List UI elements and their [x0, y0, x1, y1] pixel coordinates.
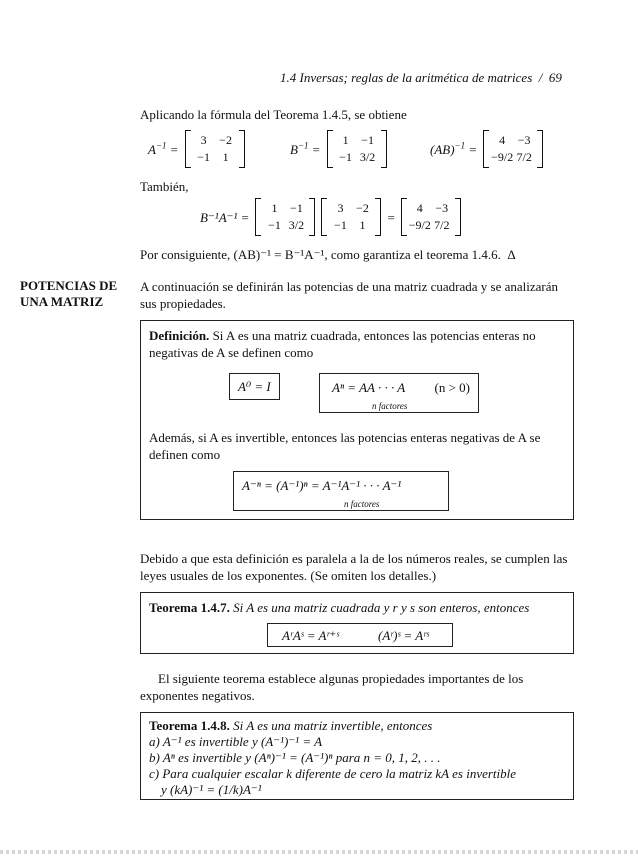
cell: −3 — [435, 201, 449, 215]
page-number: 69 — [548, 70, 562, 85]
ab-inv-label: (AB)$^{-1}$ = — [430, 140, 478, 157]
cell: −3 — [517, 133, 531, 147]
definition-title: Definición. — [149, 328, 210, 343]
theorem-147-statement — [149, 599, 569, 616]
definition-box — [140, 320, 574, 520]
theorem-147-text: Si A es una matriz cuadrada y r y s son enteros, entonces — [233, 600, 530, 615]
theorem-148-part-b: b) Aⁿ es invertible y (Aⁿ)⁻¹ = (A⁻¹)ⁿ para n = 0, 1, 2, . . . — [149, 750, 441, 765]
b-inverse-matrix — [327, 130, 387, 168]
cell: −1 — [268, 218, 281, 232]
b-inv-label: $B^{-1}$ = — [290, 140, 321, 157]
formula-an-under: n factores — [372, 401, 408, 411]
cell: 3/2 — [359, 150, 376, 164]
conclusion-text: Por consiguiente, (AB)⁻¹ = B⁻¹A⁻¹, como garantiza el teorema 1.4.6. — [140, 247, 501, 262]
cell: 3 — [200, 133, 207, 147]
theorem-148-title: Teorema 1.4.8. — [149, 718, 230, 733]
exp-law-2: (Aʳ)ˢ = Aʳˢ — [378, 628, 429, 643]
delta-symbol: Δ — [507, 247, 516, 262]
cell: −9/2 — [491, 150, 514, 164]
b-inverse-eq — [290, 130, 387, 168]
cell: 1 — [271, 201, 278, 215]
powers-intro: A continuación se definirán las potencias de una matriz cuadrada y se analizarán sus propiedades. — [140, 279, 558, 311]
running-header: 1.4 Inversas; reglas de la aritmética de matrices / 69 — [280, 70, 562, 85]
definition-text: Si A es una matriz cuadrada, entonces las potencias enteras no negativas de A se definen como — [149, 328, 536, 360]
a-inv-label: $A^{-1}$ = — [148, 140, 179, 157]
cell: −2 — [356, 201, 369, 215]
theorem-148-box — [140, 712, 574, 800]
header-text: 1.4 Inversas; reglas de la aritmética de matrices — [280, 70, 533, 85]
cell: 4 — [416, 201, 423, 215]
product-matrix-2 — [321, 198, 381, 236]
exp-law-1: AʳAˢ = Aʳ⁺ˢ — [282, 628, 339, 643]
cell: 1 — [222, 150, 229, 164]
formula-a-neg-n-text: A⁻ⁿ = (A⁻¹)ⁿ = A⁻¹A⁻¹ · · · A⁻¹ — [242, 478, 402, 493]
cell: 4 — [499, 133, 506, 147]
formula-an-condition: (n > 0) — [434, 380, 470, 395]
cell: 3/2 — [288, 218, 305, 232]
product-eq: B⁻¹A⁻¹ = 1 −1 −1 3/2 3 −2 −1 1 = 4 −3 −9/2 7/2 — [200, 198, 461, 236]
cell: −1 — [334, 218, 347, 232]
cell: 1 — [342, 133, 349, 147]
product-matrix-1 — [255, 198, 315, 236]
formula-an-text: Aⁿ = AA · · · A — [332, 380, 406, 395]
side-heading-line-1: POTENCIAS DE — [20, 278, 118, 293]
ab-inverse-matrix — [483, 130, 543, 168]
cell: 7/2 — [434, 218, 450, 232]
formula-a0: A⁰ = I — [229, 373, 280, 400]
theorem-148-part-a: a) A⁻¹ es invertible y (A⁻¹)⁻¹ = A — [149, 734, 323, 749]
paragraph-2: Debido a que esta definición es paralela a la de los números reales, se cumplen las leyes usuales de los exponentes. (Se omiten los detalles.) — [140, 551, 568, 583]
cell: −2 — [219, 133, 232, 147]
theorem-148-part-c: c) Para cualquier escalar k diferente de cero la matriz kA es invertible — [149, 766, 517, 781]
definition-text-2: Además, si A es invertible, entonces las potencias enteras negativas de A se definen como — [149, 430, 541, 462]
a-inverse-matrix — [185, 130, 245, 168]
side-heading — [20, 278, 117, 310]
ab-inverse-eq — [430, 130, 543, 168]
theorem-147-formulas — [267, 623, 453, 647]
paragraph-3: El siguiente teorema establece algunas propiedades importantes de los exponentes negativos. — [140, 671, 524, 703]
cell: 1 — [359, 218, 366, 232]
cell: −1 — [339, 150, 352, 164]
formula-an — [319, 373, 479, 413]
formula-a-neg-n — [233, 471, 449, 511]
tambien: También, — [140, 179, 189, 194]
theorem-148-part-c-cont: y (kA)⁻¹ = (1/k)A⁻¹ — [161, 782, 262, 797]
theorem-147-title: Teorema 1.4.7. — [149, 600, 230, 615]
cell: −1 — [197, 150, 210, 164]
conclusion-line — [140, 246, 516, 263]
cell: 3 — [337, 201, 344, 215]
a-inverse-eq — [148, 130, 245, 168]
formula-a-neg-n-under: n factores — [344, 499, 380, 509]
side-heading-line-2: UNA MATRIZ — [20, 294, 104, 309]
cell: −9/2 — [408, 218, 431, 232]
cell: −1 — [290, 201, 303, 215]
theorem-148-statement — [149, 717, 569, 734]
cell: −1 — [361, 133, 374, 147]
theorem-148-text: Si A es una matriz invertible, entonces — [233, 718, 433, 733]
intro-line: Aplicando la fórmula del Teorema 1.4.5, se obtiene — [140, 107, 407, 122]
product-label: B⁻¹A⁻¹ = — [200, 209, 250, 225]
cell: 7/2 — [516, 150, 532, 164]
product-matrix-3 — [401, 198, 461, 236]
scan-edge — [0, 850, 638, 854]
theorem-147-box — [140, 592, 574, 654]
definition-paragraph — [149, 327, 565, 361]
